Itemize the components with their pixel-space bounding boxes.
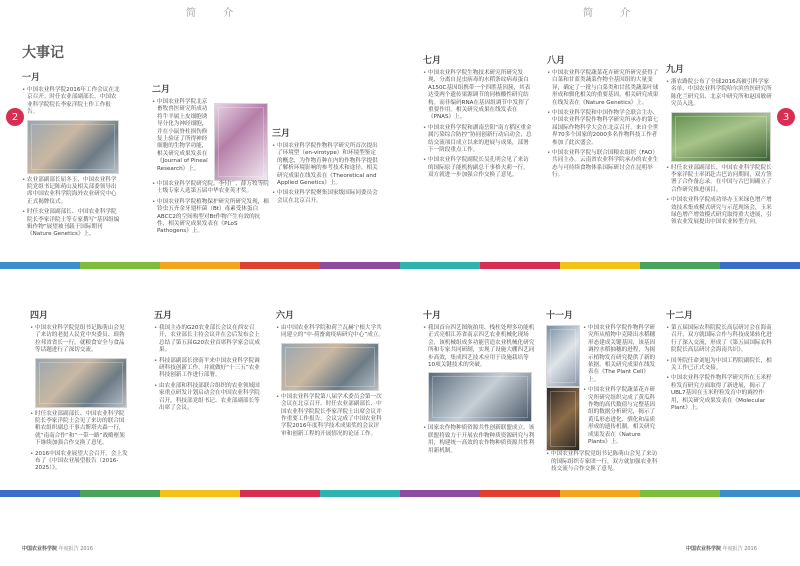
- timeline-top: [0, 262, 800, 269]
- page-title: 大事记: [22, 45, 64, 61]
- event-photo: [546, 325, 580, 387]
- event-item: • 2016中国农业展望大会召开，会上发布了《中国农业展望报告（2016-2025）》。: [30, 451, 130, 473]
- footer-report: 年度报告 2016: [722, 546, 757, 552]
- month-label: 五月: [154, 311, 173, 321]
- event-photo: [27, 120, 119, 174]
- event-item: • 中国农业科学院植物保护研究所研究发现，棉铃虫五齐金牙翅杆菌（Bt）毒素受体蛋白ABCC2的空间构型对Bt作物产生有效的抗性，相关研究成果发表在《PLoS Pathogens》上。: [152, 199, 270, 236]
- month-may: [154, 308, 264, 415]
- event-photo: [546, 387, 580, 451]
- month-september: [666, 62, 774, 230]
- event-item: • 中国农业科学院研究院、李付广、薛万牧等院士级专家人选第五届中华农业英才奖。: [152, 181, 270, 196]
- event-item: • 中国农业科学院北京畜牧兽医研究所成功将牛羊属上皮细胞诱导分化为神经细胞，并在小鼠脊柱损伤修复上验证了所得神经细胞的生物学功能，相关研究成果发表在《Journal of Pineal Research》上。: [152, 99, 210, 178]
- header-title-left: 简 介: [186, 8, 246, 19]
- month-label: 二月: [152, 85, 171, 95]
- month-april: [30, 308, 130, 476]
- event-photo: [671, 112, 771, 162]
- event-item: • 中国农业科学院副院长吴孔明会见了来访的国际原子能机构副总干事格夫莉一行，双方就进一步加强合作交换了意见。: [423, 157, 533, 179]
- event-item: • 中国农业科学院与联合国粮农组织（FAO）共同主办。云南省农业科学院承办的农业生态与可持续食物体系国际研讨会在昆明举行。: [547, 150, 659, 180]
- event-item: • 中国农业科学院蔬菜花卉研究所研究获得了白菜和甘蓝类蔬菜作物全基因组的大量变异，确定了一批与白菜类和甘蓝类蔬菜叶球形成和驯化相关的重要基因。相关研究成果在线发表在《Nature Genetics》上。: [547, 70, 659, 107]
- event-item: • 第五届国际农科院院长高层研讨会在海南召开，双方就国际合作与科技成果转化进行了深入交流，形成了《第五届国际农科院院长高层研讨会海南共识》。: [666, 325, 774, 355]
- event-item: • 中国农业科学院蔬菜花卉研究所研究组织完成了黄瓜科作物的高代数值与完整基因组的数据分析研究，揭示了黄瓜形态进化、驯化和品质形成的遗传机制。相关研究成果发表在《Nature Plants》上。: [583, 387, 658, 448]
- event-item: • 中国农业科学院成功举办玉米绿色增产增效技术集成模式研究与示范现场会，玉米绿色增产增效模式研究取得重大进展，引领农业发展提出中国农业转型方向。: [666, 197, 774, 227]
- timeline-bottom: [0, 490, 800, 497]
- event-photo: [35, 358, 127, 408]
- event-item: • 时任农业部副部长、中国农业科学院院长李家洋院士会见了来访的联合国粮农组织副总干事古斯塔夫森一行，就“南南合作”和“一带一路”战略框架下继续加强合作交换了意见。: [30, 411, 130, 448]
- event-item: • 中国农业科学院聚集国家级国际同委员会会议在北京召开。: [272, 190, 380, 205]
- footer-right: [686, 545, 757, 552]
- event-item: • 中国农业科学院党组书记陈萌山会见了来访的老挝人民党中央委员、琅勃拉邦省省长一行，就粮食安全与食品等话题进行了深切交流。: [30, 325, 130, 355]
- event-item: • 国务院任命刘旭为中国工程院副院长，相关工作已正式交接。: [666, 358, 774, 373]
- event-item: • 中国农业科学院和湖南岳阳“南方稻区重金属污染综合防控”协同创新行动启动会，总结交流项目成立以来的进展与成果，部署下一阶段重点工作。: [423, 125, 533, 155]
- event-item: • 我国首台四艺图航拍用、栈柱处理多功能机正式亮相江苏省南京四艺农业机械化现场会，该机械组成多功能营造农业机械化研究所和专家共同研制，实现了设施大棚四艺同步高效，集成四艺技术应用于设施栽培等10项关键技术的突破。: [423, 325, 535, 369]
- month-july: [423, 53, 533, 183]
- page-number-right: 3: [777, 108, 795, 126]
- month-label: 十月: [423, 311, 442, 321]
- event-item: • 科技部副部长徐南平来中国农业科学院调研科技创新工作，并就做好“十三五”农业科技创新工作进行部署。: [154, 358, 264, 380]
- event-item: • 由中国农业科学院和荷兰瓦赫宁根大学共同建立的“中-荷畜禽疫病研究中心”成立。: [276, 325, 384, 340]
- event-item: • 中国农业科学院作物科学研究所在玉米籽粒发育研究方面取得了新进展，揭示了UBL7基因在玉米籽粒发育中的调控作用，相关研究成果发表在《Molecular Plant》上。: [666, 375, 774, 412]
- event-item: • 中国农业科学院第八届学术委员会第一次会议在北京召开。时任农业部副部长、中国农业科学院院长李家洋院士出席会议并作重要工作报告，会议完成了中国农业科学院2016年度科学技术成果奖的会议评审和创新工程的开展情况的论证工作。: [276, 394, 384, 438]
- footer-org: 中国农业科学院: [686, 546, 722, 552]
- month-label: 八月: [547, 56, 566, 66]
- event-photo: [428, 372, 532, 422]
- footer-report: 年度报告 2016: [58, 546, 93, 552]
- month-november: [546, 308, 658, 476]
- event-item: • 时任农业部副部长、中国农业科学院院长李家洋院士率团赴古巴访问期间，双方签署了合作备忘录。在中国与古巴间确立了合作研究推进项目。: [666, 165, 774, 195]
- month-label: 十二月: [666, 311, 694, 321]
- event-item: • 中国农业科学院2016年工作会议在北京召开。时任农业部副部长、中国农业科学院院长李家洋院士作工作报告。: [22, 87, 122, 117]
- footer-org: 中国农业科学院: [22, 546, 58, 552]
- month-label: 七月: [423, 56, 442, 66]
- event-item: • 时任农业部副部长、中国农业科学院院长李家洋院士等专家撰写“基因组编辑作物”展望被刊载于国际期刊《Nature Genetics》上。: [22, 209, 122, 239]
- event-item: • 由农业部和科技部联合组织的农业领域国家重点研发计划启动会在中国农业科学院召开。科技部党组书记、农业部副部长等出席了会议。: [154, 383, 264, 413]
- event-item: • 中国农业科学院作物科学研究所首次提出了环境型（en-virotype）和环境型鉴定的概念，为作物育种在内的作物科学提供了解析环境影响的参考技术和途径。相关研究成果在线发表在《Theoretical and Applied Genetics》上。: [272, 143, 380, 187]
- month-january: [22, 70, 122, 242]
- month-february: [152, 82, 270, 239]
- event-item: • 中国农业科学院党组书记陈萌山会见了来访的国际组织专家团一行，双方就加强农业科技交流与合作交换了意见。: [546, 451, 658, 473]
- month-october: [423, 308, 535, 458]
- header-title-right: 简 介: [583, 8, 643, 19]
- month-august: [547, 53, 659, 183]
- month-march: [272, 126, 380, 208]
- month-june: [276, 308, 384, 441]
- page-number-left: 2: [6, 108, 24, 126]
- event-item: • 我国主办的G20农业部长会议在西安召开，农业部长主持会议并在会后发布会上总结了第五届G20农业首席科学家会议成果。: [154, 325, 264, 355]
- month-label: 六月: [276, 311, 295, 321]
- month-label: 十一月: [546, 311, 574, 321]
- month-label: 三月: [272, 129, 291, 139]
- event-photo: [214, 103, 268, 181]
- event-item: • 浙农路院公布了全球2016高被引科学家名单，中国农业科学院哈尔滨兽医研究所陈化兰研究员、北京中研究所和赵国敏研究员入选。: [666, 79, 774, 109]
- month-label: 九月: [666, 65, 685, 75]
- event-item: • 国家农作物种质资源共性创新联盟成立。该联盟将致力于开展农作物种质资源研究与利用，构建统一高效的农作物种质资源共性利用新机制。: [423, 425, 535, 455]
- event-item: • 中国农业科学院生物技术研究所研究发现，分离自昆虫病毒的水稻条纹病毒蛋白A150C基因组携带一个四胜基因簇，其表达受两个遗传果源调节的同核酸性研究结构。而非编码RNA在基因组调节中发挥了重要作用。相关研究成果在线发表在《PNAS》上。: [423, 70, 533, 122]
- month-december: [666, 308, 774, 415]
- month-label: 四月: [30, 311, 49, 321]
- event-photo: [281, 343, 379, 391]
- footer-left: [22, 545, 93, 552]
- event-item: • 农业部副部长屈冬玉、中国农业科学院党组书记陈萌山及相关部委领导出席中国农业科学院海外农业研究中心正式揭牌仪式。: [22, 177, 122, 207]
- event-item: • 中国农业科学院作物科学研究所从植物中克隆出水稻穗形态建成关键基因，该基因调控水稻抽穗的进程，为揭示植物发育研究提供了新的依据。相关研究成果在线发表在《The Plant Cell》上。: [583, 325, 658, 384]
- month-label: 一月: [22, 73, 41, 83]
- event-item: • 中国农业科学院和中国作物学会联合主办、中国农业科学院作物科学研究所承办的第七届国际作物科学大会在北京召开。来自全世界70多个国家的2000多名作物科技工作者参加了此次盛会。: [547, 110, 659, 147]
